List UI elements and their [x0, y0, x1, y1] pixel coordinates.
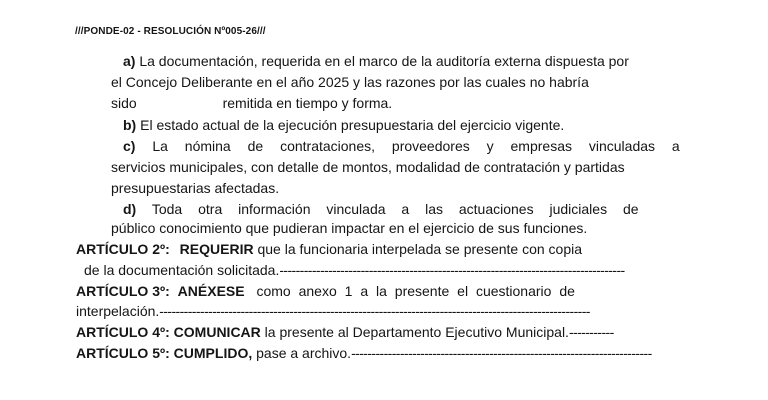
- item-d-label: d): [123, 201, 137, 217]
- item-b-label: b): [123, 117, 137, 133]
- article-5-text: pase a archivo.: [256, 345, 352, 361]
- item-b: [123, 116, 564, 134]
- article-2-text-1: que la funcionaria interpelada se presente con copia: [257, 241, 583, 257]
- article-2-text-2: de la documentación solicitada.: [84, 262, 280, 278]
- item-d-line-1: [123, 200, 639, 218]
- item-d-line-2: público conocimiento que pudieran impactar en el ejercicio de sus funciones.: [111, 220, 588, 236]
- item-c-line-2: servicios municipales, con detalle de montos, modalidad de contratación y partidas: [111, 159, 625, 175]
- item-a-text-3b: remitida en tiempo y forma.: [222, 95, 393, 111]
- article-3-text-2: interpelación.: [76, 303, 160, 319]
- article-5-verb: CUMPLIDO,: [173, 345, 253, 361]
- article-4-label: ARTÍCULO 4º:: [76, 324, 170, 340]
- item-c-line-3: presupuestarias afectadas.: [111, 180, 280, 196]
- article-2-line-2: [84, 261, 625, 279]
- article-3-dashes: ----------------------------------------------------------------------------------------------------------: [159, 303, 590, 319]
- article-4-text: la presente al Departamento Ejecutivo Municipal.: [264, 324, 569, 340]
- article-2-label: ARTÍCULO 2º:: [76, 241, 170, 257]
- article-5: [76, 344, 652, 362]
- item-a-line-3: [111, 94, 392, 112]
- article-3-line-1: [76, 282, 575, 300]
- item-a-text-1: La documentación, requerida en el marco de la auditoría externa dispuesta por: [139, 53, 629, 69]
- article-2-dashes: -------------------------------------------------------------------------------------: [279, 262, 625, 278]
- item-a-line-2: el Concejo Deliberante en el año 2025 y las razones por las cuales no habría: [111, 74, 589, 90]
- article-2-verb: REQUERIR: [179, 241, 254, 257]
- article-3-line-2: [76, 302, 590, 320]
- article-3-verb: ANÉXESE: [177, 283, 245, 299]
- item-a-line-1: [123, 52, 629, 70]
- item-c-label: c): [123, 138, 136, 154]
- item-b-text: El estado actual de la ejecución presupuestaria del ejercicio vigente.: [140, 117, 565, 133]
- article-3-text-1: como anexo 1 a la presente el cuestionario de: [256, 283, 575, 299]
- article-4-verb: COMUNICAR: [173, 324, 261, 340]
- page-header: ///PONDE-02 - RESOLUCIÓN Nº005-26///: [75, 26, 266, 37]
- item-c-text-1: La nómina de contrataciones, proveedores y empresas vinculadas a: [152, 138, 680, 154]
- article-4-dashes: -----------: [568, 324, 614, 340]
- article-4: [76, 323, 614, 341]
- item-c-line-1: [123, 137, 680, 155]
- item-a-label: a): [123, 53, 136, 69]
- item-d-text-1: Toda otra información vinculada a las actuaciones judiciales de: [151, 201, 639, 217]
- article-5-label: ARTÍCULO 5º:: [76, 345, 170, 361]
- article-3-label: ARTÍCULO 3º:: [76, 283, 170, 299]
- article-2-line-1: [76, 240, 582, 258]
- article-5-dashes: --------------------------------------------------------------------------: [351, 345, 652, 361]
- item-a-text-3a: sido: [111, 95, 137, 111]
